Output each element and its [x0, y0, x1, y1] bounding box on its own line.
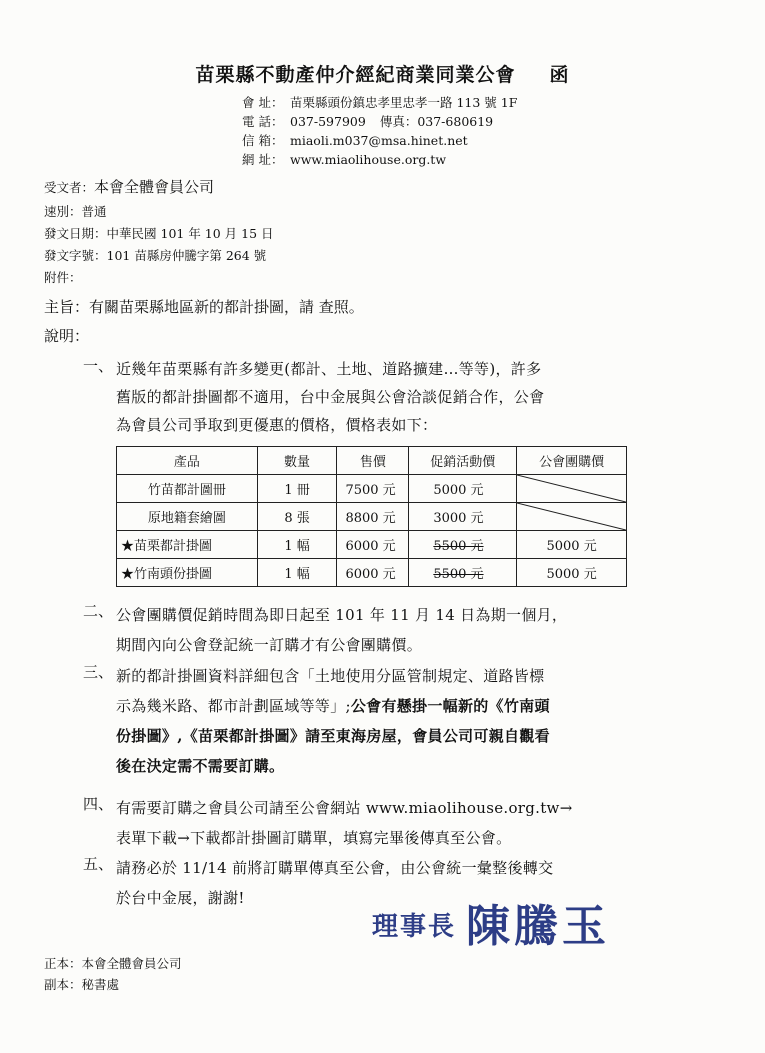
item-4-number: 四、	[83, 795, 114, 813]
organization-name: 苗栗縣不動產仲介經紀商業同業公會	[195, 64, 516, 86]
cell-promo: 3000 元	[409, 503, 517, 531]
table-header-row	[117, 447, 627, 475]
header-group: 公會團購價	[517, 447, 627, 475]
original-recipients: 正本：本會全體會員公司	[44, 956, 182, 971]
item-3-text: 新的都計掛圖資料詳細包含「土地使用分區管制規定、道路皆標 示為幾米路、都市計劃區域等等」;公會有懸掛一幅新的《竹南頭 份掛圖》,《苗栗都計掛圖》請至東海房屋，會員公司可親自觀看 後在決定需不需要訂購。	[116, 667, 550, 775]
diagonal-line	[517, 475, 626, 502]
org-phone: 電 話： 037-597909 傳真：037-680619	[242, 114, 494, 129]
table-row	[117, 503, 627, 531]
cell-qty: 1 幅	[257, 559, 337, 587]
cell-promo: 5500 元	[409, 531, 517, 559]
header-qty: 數量	[257, 447, 337, 475]
cell-group: 5000 元	[517, 531, 627, 559]
issue-date: 發文日期：中華民國 101 年 10 月 15 日	[44, 226, 274, 241]
cell-group-empty	[517, 475, 627, 503]
explanation-heading: 說明：	[44, 327, 90, 345]
signature-name: 陳騰玉	[466, 901, 611, 952]
org-website: 網 址： www.miaolihouse.org.tw	[242, 152, 447, 167]
recipient: 受文者：本會全體會員公司	[44, 178, 215, 196]
cell-qty: 1 冊	[257, 475, 337, 503]
cell-group-empty	[517, 503, 627, 531]
cell-price: 7500 元	[337, 475, 409, 503]
signature-title: 理事長	[372, 912, 457, 942]
table-row	[117, 475, 627, 503]
org-address: 會 址： 苗栗縣頭份鎮忠孝里忠孝一路 113 號 1F	[242, 95, 518, 110]
cell-price: 8800 元	[337, 503, 409, 531]
speed: 速別：普通	[44, 204, 107, 219]
document-type: 函	[549, 64, 570, 86]
cell-promo: 5500 元	[409, 559, 517, 587]
item-2-number: 二、	[83, 602, 114, 620]
table-row	[117, 559, 627, 587]
price-table	[116, 446, 627, 587]
item-5-text: 請務必於 11/14 前將訂購單傳真至公會，由公會統一彙整後轉交 於台中金展，謝謝!	[116, 859, 554, 907]
header-price: 售價	[337, 447, 409, 475]
cell-qty: 1 幅	[257, 531, 337, 559]
cell-qty: 8 張	[257, 503, 337, 531]
header-product: 產品	[117, 447, 258, 475]
reference-number: 發文字號：101 苗縣房仲騰字第 264 號	[44, 248, 267, 263]
cell-product: 竹苗都計圖冊	[117, 475, 258, 503]
item-3-number: 三、	[83, 663, 114, 681]
cell-price: 6000 元	[337, 559, 409, 587]
cell-group: 5000 元	[517, 559, 627, 587]
diagonal-line	[517, 503, 626, 530]
cell-product: 原地籍套繪圖	[117, 503, 258, 531]
cell-promo: 5000 元	[409, 475, 517, 503]
cell-product: ★竹南頭份掛圖	[117, 559, 258, 587]
item-2-text: 公會團購價促銷時間為即日起至 101 年 11 月 14 日為期一個月， 期間內向公會登記統一訂購才有公會團購價。	[116, 606, 568, 654]
header-promo: 促銷活動價	[409, 447, 517, 475]
copy-recipients: 副本：秘書處	[44, 977, 120, 992]
signature-stamp	[372, 890, 610, 954]
table-row	[117, 531, 627, 559]
item-4-text: 有需要訂購之會員公司請至公會網站 www.miaolihouse.org.tw→ 表單下載→下載都計掛圖訂購單，填寫完畢後傳真至公會。	[116, 799, 573, 847]
item-1-number: 一、	[83, 357, 114, 375]
document-title	[0, 60, 765, 87]
org-email: 信 箱： miaoli.m037@msa.hinet.net	[242, 133, 468, 148]
cell-product: ★苗栗都計掛圖	[117, 531, 258, 559]
attachments: 附件：	[44, 270, 82, 285]
item-1-text: 近幾年苗栗縣有許多變更(都計、土地、道路擴建…等等)，許多 舊版的都計掛圖都不適用，台中金展與公會洽談促銷合作，公會 為會員公司爭取到更優惠的價格，價格表如下：	[116, 360, 545, 434]
item-5-number: 五、	[83, 855, 114, 873]
cell-price: 6000 元	[337, 531, 409, 559]
subject: 主旨：有關苗栗縣地區新的都計掛圖，請 查照。	[44, 298, 364, 316]
